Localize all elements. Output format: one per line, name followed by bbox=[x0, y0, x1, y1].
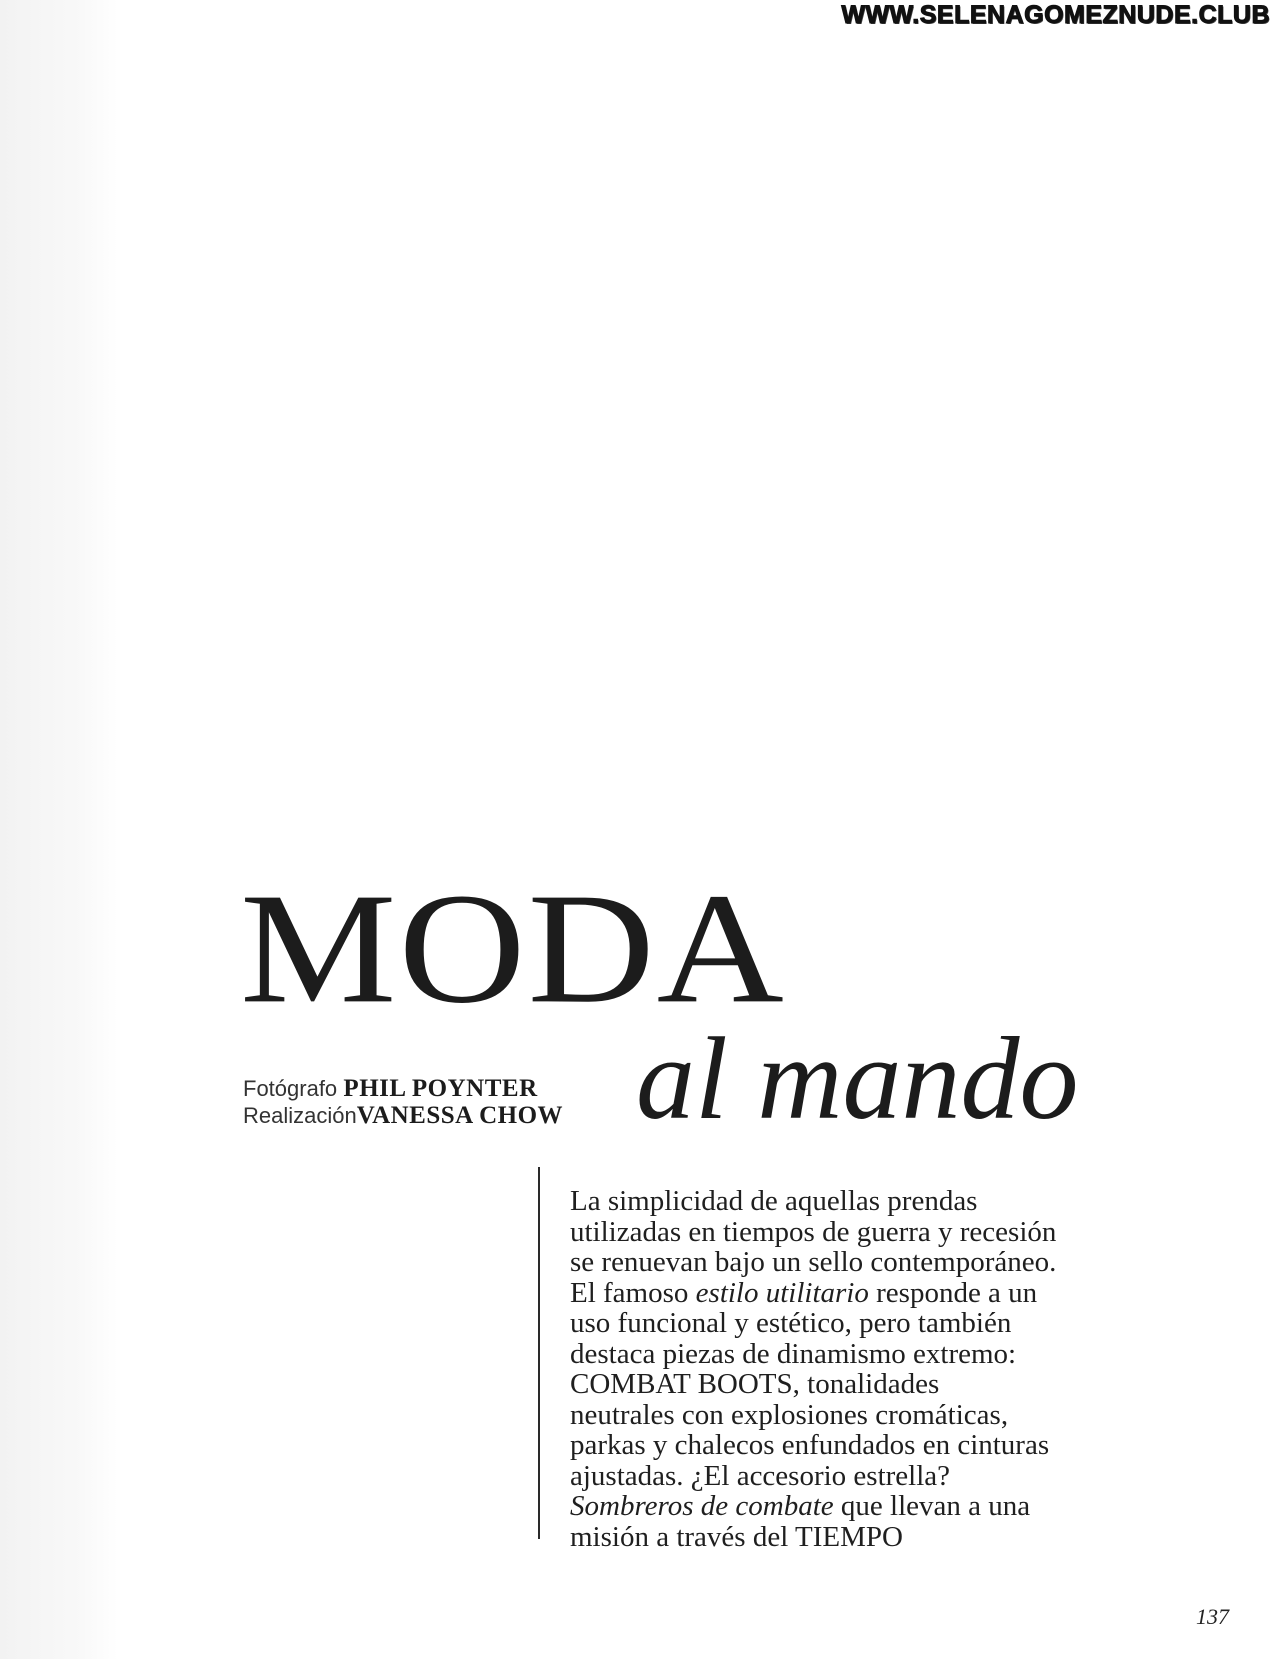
stylist-credit bbox=[243, 1102, 563, 1129]
stylist-role: Realización bbox=[243, 1103, 357, 1128]
intro-emphasis: estilo utilitario bbox=[695, 1276, 869, 1309]
intro-line: misión a través del TIEMPO bbox=[570, 1520, 903, 1553]
watermark: WWW.SELENAGOMEZNUDE.CLUB bbox=[831, 0, 1280, 30]
intro-line: se renuevan bajo un sello contemporáneo. bbox=[570, 1246, 1057, 1278]
intro-line: uso funcional y estético, pero también bbox=[570, 1307, 1012, 1339]
intro-text: responde a un bbox=[868, 1276, 1038, 1309]
intro-line bbox=[570, 1491, 1130, 1522]
intro-line: neutrales con explosiones cromáticas, bbox=[570, 1398, 1009, 1431]
intro-caps: COMBAT BOOTS bbox=[570, 1368, 793, 1400]
article-title: MODA bbox=[240, 861, 786, 1037]
intro-line: parkas y chalecos enfundados en cinturas bbox=[570, 1429, 1050, 1461]
photographer-name: PHIL POYNTER bbox=[343, 1075, 538, 1102]
intro-text: , tonalidades bbox=[792, 1368, 940, 1400]
intro-paragraph bbox=[570, 1186, 1130, 1552]
intro-line bbox=[570, 1369, 1130, 1400]
intro-text: El famoso bbox=[570, 1276, 696, 1309]
intro-line: ajustadas. ¿El accesorio estrella? bbox=[570, 1459, 951, 1492]
intro-emphasis: Sombreros de combate bbox=[570, 1490, 834, 1522]
page-number: 137 bbox=[1196, 1604, 1229, 1629]
stylist-name: VANESSA CHOW bbox=[356, 1102, 564, 1129]
photographer-role: Fotógrafo bbox=[243, 1076, 338, 1101]
intro-line: destaca piezas de dinamismo extremo: bbox=[570, 1337, 1017, 1370]
intro-line bbox=[570, 1278, 1130, 1309]
credits-block bbox=[243, 1075, 563, 1129]
intro-line: La simplicidad de aquellas prendas bbox=[570, 1185, 978, 1217]
vertical-rule bbox=[538, 1167, 540, 1539]
photographer-credit bbox=[243, 1075, 563, 1102]
intro-line: utilizadas en tiempos de guerra y recesión bbox=[570, 1215, 1057, 1248]
article-subtitle: al mando bbox=[636, 1013, 1079, 1144]
page-gutter-shadow bbox=[0, 0, 118, 1659]
intro-text: que llevan a una bbox=[833, 1490, 1031, 1522]
